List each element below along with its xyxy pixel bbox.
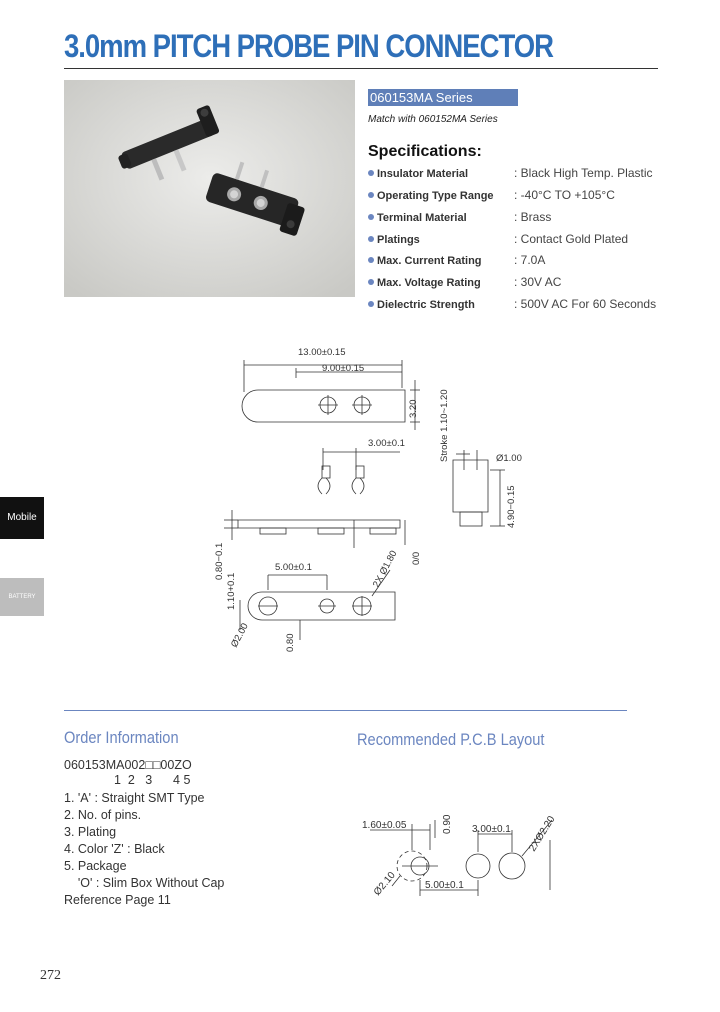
order-line: 1. 'A' : Straight SMT Type	[64, 791, 205, 805]
pcb-dim-label: 3.00±0.1	[472, 824, 511, 835]
pcb-dim-label: Ø2.10	[371, 869, 398, 898]
dim-label: 0.80	[285, 633, 296, 652]
order-line: 5. Package	[64, 859, 127, 873]
bullet-icon	[368, 214, 374, 220]
technical-drawing	[0, 330, 720, 670]
dim-label: 3.20	[408, 399, 419, 418]
pcb-heading: Recommended P.C.B Layout	[357, 730, 545, 749]
page-number: 272	[40, 968, 61, 983]
dim-label: 13.00±0.15	[298, 347, 346, 358]
title-rule	[64, 68, 658, 69]
order-line: 'O' : Slim Box Without Cap	[64, 876, 225, 890]
bullet-icon	[368, 279, 374, 285]
bullet-icon	[368, 301, 374, 307]
pcb-layout-drawing	[340, 800, 580, 910]
order-line: 4. Color 'Z' : Black	[64, 842, 165, 856]
dim-label: 3.00±0.1	[368, 438, 405, 449]
spec-row: Platings : Contact Gold Plated	[368, 230, 628, 248]
spec-row: Max. Voltage Rating : 30V AC	[368, 273, 561, 291]
pcb-dim-label: 0.90	[442, 814, 453, 834]
spec-row: Dielectric Strength : 500V AC For 60 Seconds	[368, 295, 656, 313]
dim-label: 5.00±0.1	[275, 562, 312, 573]
dim-label: 0.80−0.1	[214, 542, 225, 580]
order-heading: Order Information	[64, 728, 179, 747]
spec-row: Max. Current Rating : 7.0A	[368, 251, 545, 269]
order-line: 2. No. of pins.	[64, 808, 142, 822]
side-tab-battery[interactable]: BATTERY	[0, 578, 44, 616]
spec-row: Operating Type Range : -40°C TO +105°C	[368, 186, 615, 204]
side-tab-mobile[interactable]: Mobile	[0, 497, 44, 539]
order-line: Reference Page 11	[64, 893, 171, 907]
match-note: Match with 060152MA Series	[368, 114, 498, 125]
dim-label: 4.90−0.15	[506, 485, 517, 528]
pcb-dim-label: 1.60±0.05	[362, 820, 407, 831]
dim-label: Ø2.00	[228, 621, 251, 650]
spec-row: Terminal Material : Brass	[368, 208, 551, 226]
pcb-dim-label: 5.00±0.1	[425, 880, 464, 891]
specifications-heading: Specifications:	[368, 143, 482, 160]
dim-label: 9.00±0.15	[322, 363, 365, 374]
bullet-icon	[368, 170, 374, 176]
bullet-icon	[368, 236, 374, 242]
dim-label: 1.10+0.1	[226, 572, 237, 610]
bullet-icon	[368, 257, 374, 263]
order-part-number: 060153MA002□□00ZO	[64, 758, 192, 772]
order-line: 3. Plating	[64, 825, 117, 839]
dim-label: Ø1.00	[496, 453, 522, 464]
order-position-numbers: 1 2 3 4 5	[114, 773, 191, 787]
dim-label: 0/0	[411, 551, 422, 565]
product-photo	[64, 80, 355, 297]
section-divider	[64, 710, 627, 711]
spec-row: Insulator Material : Black High Temp. Plastic	[368, 164, 653, 182]
series-label: 060153MA Series	[368, 89, 518, 106]
dim-label: 2X Ø1.80	[370, 548, 400, 590]
dim-label: Stroke 1.10~1.20	[439, 389, 450, 462]
pcb-dim-label: 2XØ2.20	[527, 814, 558, 854]
bullet-icon	[368, 192, 374, 198]
page-title: 3.0mm PITCH PROBE PIN CONNECTOR	[64, 28, 553, 64]
